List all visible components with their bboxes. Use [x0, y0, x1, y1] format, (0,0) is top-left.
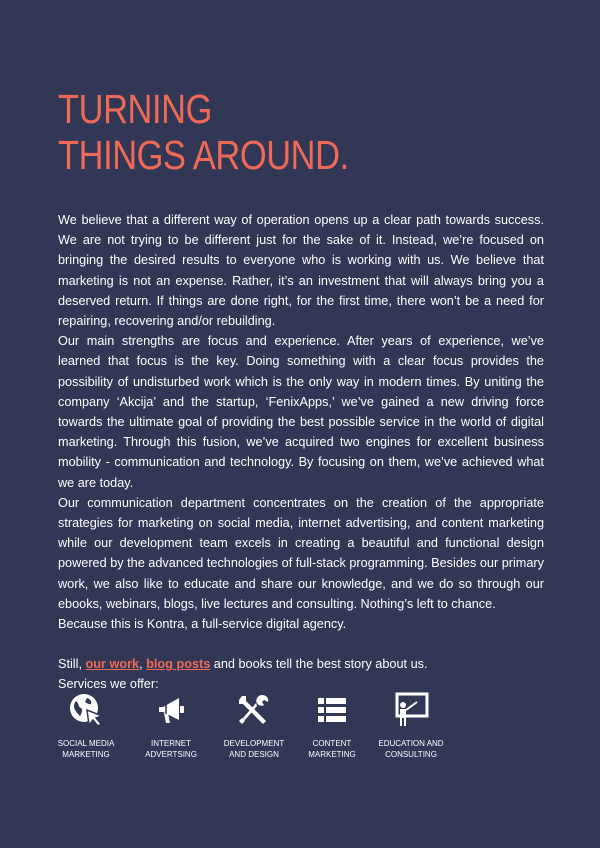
links-separator: , — [139, 657, 147, 672]
service-label: EDUCATION AND CONSULTING — [378, 739, 444, 759]
service-label: SOCIAL MEDIA MARKETING — [57, 739, 115, 759]
service-social-media — [41, 690, 131, 760]
services-intro: Services we offer: — [58, 677, 159, 692]
blog-posts-link[interactable]: blog posts — [146, 657, 211, 672]
service-label: DEVELOPMENT AND DESIGN — [223, 739, 285, 759]
paragraph-departments: Our communication department concentrates on the creation of the appropriate strategies for marketing on social media, internet advertising, and content marketing while our development team excels in creating a beautiful and functional design powered by the advanced technologies of full-stack programming. Besides our primary work, we also like to educate and share our knowledge, and we do so through our ebooks, webinars, blogs, live lectures and consulting. Nothing’s left to chance. — [58, 495, 544, 611]
globe-cursor-icon — [41, 690, 131, 730]
service-internet-advertising — [126, 690, 216, 760]
presentation-board-icon — [366, 690, 456, 730]
service-development-design — [209, 690, 299, 760]
tools-icon — [209, 690, 299, 730]
title-line-1: TURNING — [58, 86, 212, 132]
page-title — [58, 86, 349, 178]
links-prefix: Still, — [58, 657, 86, 672]
services-list — [40, 690, 560, 770]
service-content-marketing — [287, 690, 377, 760]
links-line — [58, 654, 544, 674]
paragraph-strengths: Our main strengths are focus and experience. After years of experience, we’ve learned that focus is the key. Doing something with a clear focus provides the possibility of undisturbed work which is the only way in modern times. By uniting the company ‘Akcija’ and the startup, ‘FenixApps,’ we’ve gained a new driving force towards the ultimate goal of providing the best possible service in the world of digital marketing. Through this fusion, we’ve acquired two engines for excellent business mobility - communication and technology. By focusing on them, we’ve achieved what we are today. — [58, 334, 544, 490]
service-label: CONTENT MARKETING — [308, 739, 356, 759]
list-icon — [287, 690, 377, 730]
links-suffix: and books tell the best story about us. — [210, 657, 428, 672]
body-text — [58, 210, 544, 695]
title-line-2: THINGS AROUND. — [58, 132, 349, 178]
paragraph-intro: We believe that a different way of operation opens up a clear path towards success. We are not trying to be different just for the sake of it. Instead, we’re focused on bringing the desired results to everyone who is working with us. We believe that marketing is not an expense. Rather, it’s an investment that will always bring you a deserved return. If things are done right, for the first time, there won’t be a need for repairing, recovering and/or rebuilding. — [58, 213, 544, 329]
paragraph-kontra: Because this is Kontra, a full-service digital agency. — [58, 617, 347, 632]
megaphone-icon — [126, 690, 216, 730]
service-education-consulting — [366, 690, 456, 760]
service-label: INTERNET ADVERTSING — [145, 739, 197, 759]
our-work-link[interactable]: our work — [85, 657, 140, 672]
